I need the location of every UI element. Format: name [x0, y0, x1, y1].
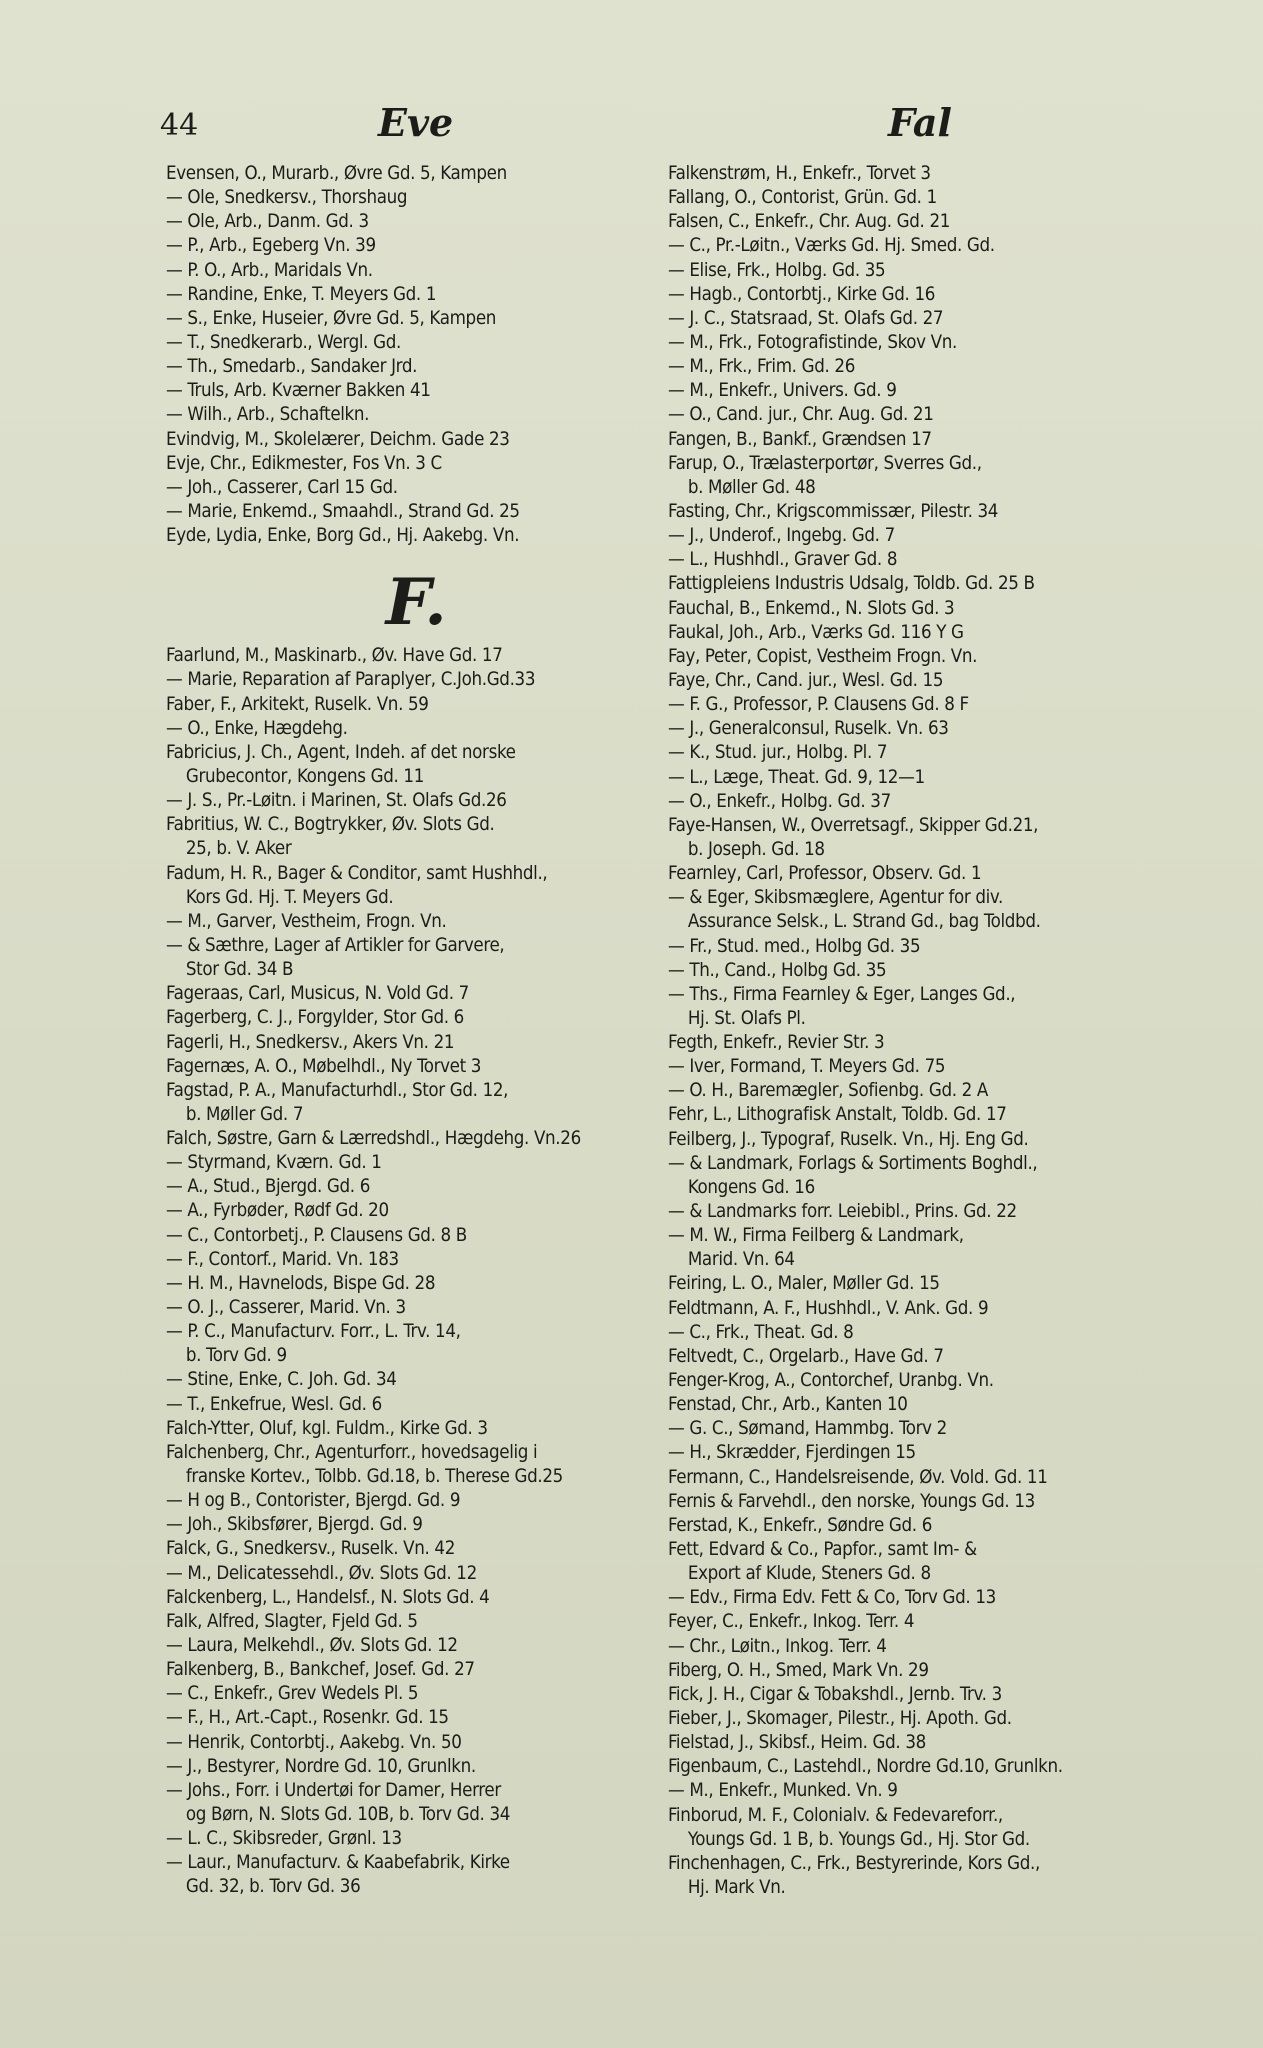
directory-entry-line: Fick, J. H., Cigar & Tobakshdl., Jernb. Trv. 3 [668, 1683, 1002, 1705]
right-entries [668, 162, 1168, 1900]
directory-entry-line: Youngs Gd. 1 B, b. Youngs Gd., Hj. Stor Gd. [668, 1828, 1030, 1850]
directory-entry-line: — M., Enkefr., Munked. Vn. 9 [668, 1780, 898, 1802]
directory-entry-line: Fallang, O., Contorist, Grün. Gd. 1 [668, 187, 937, 209]
directory-entry-line: Gd. 32, b. Torv Gd. 36 [166, 1876, 361, 1898]
directory-entry-line: — O., Enke, Hægdehg. [166, 717, 348, 739]
directory-entry-line: — M., Garver, Vestheim, Frogn. Vn. [166, 910, 447, 932]
directory-entry-line: Feltvedt, C., Orgelarb., Have Gd. 7 [668, 1345, 944, 1367]
directory-entry-line: — Truls, Arb. Kværner Bakken 41 [166, 380, 431, 402]
directory-entry-line: — Chr., Løitn., Inkog. Terr. 4 [668, 1635, 887, 1657]
left-running-head: Eve [378, 100, 454, 145]
directory-entry-line: — C., Frk., Theat. Gd. 8 [668, 1321, 854, 1343]
right-running-head: Fal [888, 100, 952, 145]
directory-entry-line: — Hagb., Contorbtj., Kirke Gd. 16 [668, 283, 936, 305]
directory-entry-line: — P. C., Manufacturv. Forr., L. Trv. 14, [166, 1321, 461, 1343]
directory-entry-line: — O., Cand. jur., Chr. Aug. Gd. 21 [668, 404, 934, 426]
directory-entry-line: — Randine, Enke, T. Meyers Gd. 1 [166, 283, 437, 305]
directory-entry-line: — O. J., Casserer, Marid. Vn. 3 [166, 1297, 406, 1319]
directory-entry-line: — F. G., Professor, P. Clausens Gd. 8 F [668, 694, 969, 716]
directory-entry-line: b. Joseph. Gd. 18 [668, 838, 825, 860]
directory-entry-line: Ferstad, K., Enkefr., Søndre Gd. 6 [668, 1514, 933, 1536]
directory-entry-line: Falckenberg, L., Handelsf., N. Slots Gd. 4 [166, 1586, 490, 1608]
directory-entry-line: — F., Contorf., Marid. Vn. 183 [166, 1248, 399, 1270]
directory-entry-line: Fattigpleiens Industris Udsalg, Toldb. Gd. 25 B [668, 573, 1035, 595]
directory-entry-line: Falkenberg, B., Bankchef, Josef. Gd. 27 [166, 1659, 475, 1681]
directory-entry-line: — M., Frk., Frim. Gd. 26 [668, 356, 855, 378]
directory-entry-line: — O., Enkefr., Holbg. Gd. 37 [668, 790, 891, 812]
directory-entry-line: — S., Enke, Huseier, Øvre Gd. 5, Kampen [166, 307, 497, 329]
left-entries-e [166, 162, 666, 548]
directory-entry-line: Fabritius, W. C., Bogtrykker, Øv. Slots Gd. [166, 814, 495, 836]
directory-entry-line: — L., Læge, Theat. Gd. 9, 12—1 [668, 766, 925, 788]
directory-entry-line: — & Eger, Skibsmæglere, Agentur for div. [668, 887, 1003, 909]
directory-entry-line: — P. O., Arb., Maridals Vn. [166, 259, 373, 281]
directory-entry-line: Hj. St. Olafs Pl. [668, 1007, 806, 1029]
directory-entry-line: — H. M., Havnelods, Bispe Gd. 28 [166, 1272, 436, 1294]
directory-entry-line: Fagstad, P. A., Manufacturhdl., Stor Gd. 12, [166, 1079, 509, 1101]
directory-entry-line: — Henrik, Contorbtj., Aakebg. Vn. 50 [166, 1731, 462, 1753]
directory-entry-line: — C., Pr.-Løitn., Værks Gd. Hj. Smed. Gd. [668, 235, 995, 257]
directory-entry-line: Fieber, J., Skomager, Pilestr., Hj. Apoth. Gd. [668, 1708, 1012, 1729]
directory-entry-line: Fielstad, J., Skibsf., Heim. Gd. 38 [668, 1732, 926, 1754]
directory-entry-line: 25, b. V. Aker [166, 838, 292, 860]
directory-entry-line: — G. C., Sømand, Hammbg. Torv 2 [668, 1418, 947, 1440]
directory-entry-line: — J., Bestyrer, Nordre Gd. 10, Grunlkn. [166, 1755, 476, 1777]
directory-entry-line: — Joh., Skibsfører, Bjergd. Gd. 9 [166, 1514, 423, 1536]
directory-entry-line: Fabricius, J. Ch., Agent, Indeh. af det norske [166, 741, 516, 763]
directory-entry-line: Falchenberg, Chr., Agenturforr., hovedsagelig i [166, 1441, 538, 1463]
directory-entry-line: — Ths., Firma Fearnley & Eger, Langes Gd., [668, 983, 1016, 1005]
directory-entry-line: Faye, Chr., Cand. jur., Wesl. Gd. 15 [668, 669, 944, 691]
directory-entry-line: — Johs., Forr. i Undertøi for Damer, Herrer [166, 1779, 501, 1801]
directory-entry-line: Falch-Ytter, Oluf, kgl. Fuldm., Kirke Gd. 3 [166, 1417, 488, 1439]
directory-entry-line: — Th., Smedarb., Sandaker Jrd. [166, 356, 418, 378]
directory-entry-line: — Iver, Formand, T. Meyers Gd. 75 [668, 1056, 946, 1078]
directory-entry-line: Fauchal, B., Enkemd., N. Slots Gd. 3 [668, 597, 955, 619]
directory-entry-line: — A., Stud., Bjergd. Gd. 6 [166, 1176, 371, 1198]
directory-entry-line: Faber, F., Arkitekt, Ruselk. Vn. 59 [166, 693, 429, 715]
directory-entry-line: Fay, Peter, Copist, Vestheim Frogn. Vn. [668, 645, 978, 667]
directory-entry-line: — M., Enkefr., Univers. Gd. 9 [668, 380, 897, 402]
directory-entry-line: — & Sæthre, Lager af Artikler for Garvere, [166, 934, 505, 956]
directory-entry-line: Fiberg, O. H., Smed, Mark Vn. 29 [668, 1659, 929, 1681]
directory-entry-line: Feyer, C., Enkefr., Inkog. Terr. 4 [668, 1611, 915, 1633]
directory-entry-line: Fagernæs, A. O., Møbelhdl., Ny Torvet 3 [166, 1055, 482, 1077]
directory-entry-line: Fagerberg, C. J., Forgylder, Stor Gd. 6 [166, 1007, 464, 1029]
directory-entry-line: — Elise, Frk., Holbg. Gd. 35 [668, 259, 886, 281]
directory-entry-line: — Laura, Melkehdl., Øv. Slots Gd. 12 [166, 1635, 458, 1657]
directory-entry-line: — T., Snedkerarb., Wergl. Gd. [166, 331, 401, 353]
directory-entry-line: Export af Klude, Steners Gd. 8 [668, 1563, 931, 1585]
directory-entry-line: Feiring, L. O., Maler, Møller Gd. 15 [668, 1273, 940, 1295]
directory-entry-line: — O. H., Baremægler, Sofienbg. Gd. 2 A [668, 1080, 988, 1102]
directory-entry-line: Kongens Gd. 16 [668, 1176, 815, 1198]
directory-entry-line: b. Torv Gd. 9 [166, 1345, 287, 1367]
left-entries-f [166, 644, 666, 1899]
directory-entry-line: Falch, Søstre, Garn & Lærredshdl., Hægdehg. Vn.26 [166, 1128, 581, 1150]
directory-entry-line: Stor Gd. 34 B [166, 959, 294, 981]
directory-entry-line: — J. S., Pr.-Løitn. i Marinen, St. Olafs Gd.26 [166, 790, 507, 812]
directory-entry-line: Fenstad, Chr., Arb., Kanten 10 [668, 1394, 908, 1416]
directory-entry-line: — M., Frk., Fotografistinde, Skov Vn. [668, 331, 957, 353]
directory-entry-line: — Joh., Casserer, Carl 15 Gd. [166, 476, 398, 498]
directory-entry-line: — A., Fyrbøder, Rødf Gd. 20 [166, 1200, 389, 1222]
directory-entry-line: Fagerli, H., Snedkersv., Akers Vn. 21 [166, 1031, 455, 1053]
directory-entry-line: Fageraas, Carl, Musicus, N. Vold Gd. 7 [166, 983, 469, 1005]
directory-entry-line: Fadum, H. R., Bager & Conditor, samt Hushhdl., [166, 862, 548, 884]
directory-entry-line: Finchenhagen, C., Frk., Bestyrerinde, Kors Gd., [668, 1852, 1040, 1874]
directory-entry-line: Falkenstrøm, H., Enkefr., Torvet 3 [668, 163, 931, 184]
directory-entry-line: — J. C., Statsraad, St. Olafs Gd. 27 [668, 307, 944, 329]
directory-entry-line: — P., Arb., Egeberg Vn. 39 [166, 235, 376, 257]
directory-entry-line: — L. C., Skibsreder, Grønl. 13 [166, 1828, 402, 1850]
directory-entry-line: Falsen, C., Enkefr., Chr. Aug. Gd. 21 [668, 211, 951, 233]
directory-entry-line: Fermann, C., Handelsreisende, Øv. Vold. Gd. 11 [668, 1466, 1048, 1488]
directory-entry-line: Hj. Mark Vn. [668, 1876, 786, 1898]
directory-entry-line: — Edv., Firma Edv. Fett & Co, Torv Gd. 13 [668, 1587, 996, 1609]
directory-entry-line: Falck, G., Snedkersv., Ruselk. Vn. 42 [166, 1538, 456, 1560]
directory-entry-line: Fenger-Krog, A., Contorchef, Uranbg. Vn. [668, 1370, 994, 1392]
directory-entry-line: Figenbaum, C., Lastehdl., Nordre Gd.10, Grunlkn. [668, 1756, 1063, 1778]
directory-entry-line: Fasting, Chr., Krigscommissær, Pilestr. 34 [668, 500, 999, 522]
directory-entry-line: — Ole, Arb., Danm. Gd. 3 [166, 211, 369, 233]
section-letter: F. [385, 565, 447, 641]
directory-entry-line: Faarlund, M., Maskinarb., Øv. Have Gd. 17 [166, 645, 503, 667]
directory-entry-line: Fangen, B., Bankf., Grændsen 17 [668, 428, 932, 450]
directory-entry-line: og Børn, N. Slots Gd. 10B, b. Torv Gd. 34 [166, 1804, 511, 1825]
directory-entry-line: — Marie, Reparation af Paraplyer, C.Joh.Gd.33 [166, 669, 536, 691]
directory-entry-line: — F., H., Art.-Capt., Rosenkr. Gd. 15 [166, 1707, 449, 1729]
directory-entry-line: — H., Skrædder, Fjerdingen 15 [668, 1442, 916, 1464]
directory-entry-line: Fernis & Farvehdl., den norske, Youngs Gd. 13 [668, 1490, 1035, 1512]
directory-entry-line: — K., Stud. jur., Holbg. Pl. 7 [668, 742, 888, 764]
right-column [668, 162, 1168, 1900]
directory-entry-line: — Styrmand, Kværn. Gd. 1 [166, 1152, 382, 1174]
directory-entry-line: — Ole, Snedkersv., Thorshaug [166, 187, 408, 209]
directory-entry-line: Evensen, O., Murarb., Øvre Gd. 5, Kampen [166, 163, 507, 184]
directory-entry-line: Faukal, Joh., Arb., Værks Gd. 116 Y G [668, 621, 964, 643]
directory-entry-line: — Wilh., Arb., Schaftelkn. [166, 404, 370, 426]
directory-entry-line: Faye-Hansen, W., Overretsagf., Skipper Gd.21, [668, 814, 1039, 836]
directory-entry-line: Evindvig, M., Skolelærer, Deichm. Gade 23 [166, 428, 510, 450]
directory-entry-line: b. Møller Gd. 7 [166, 1103, 304, 1125]
directory-entry-line: — T., Enkefrue, Wesl. Gd. 6 [166, 1393, 382, 1415]
directory-entry-line: — Fr., Stud. med., Holbg Gd. 35 [668, 935, 921, 957]
directory-entry-line: Grubecontor, Kongens Gd. 11 [166, 765, 424, 787]
directory-entry-line: Fehr, L., Lithografisk Anstalt, Toldb. Gd. 17 [668, 1104, 1007, 1126]
directory-entry-line: — C., Enkefr., Grev Wedels Pl. 5 [166, 1683, 419, 1705]
directory-entry-line: Marid. Vn. 64 [668, 1249, 795, 1271]
directory-entry-line: Fegth, Enkefr., Revier Str. 3 [668, 1032, 885, 1054]
directory-entry-line: — L., Hushhdl., Graver Gd. 8 [668, 549, 898, 571]
directory-entry-line: Feilberg, J., Typograf, Ruselk. Vn., Hj. Eng Gd. [668, 1128, 1029, 1150]
directory-entry-line: — H og B., Contorister, Bjergd. Gd. 9 [166, 1490, 461, 1512]
directory-entry-line: Fett, Edvard & Co., Papfor., samt Im- & [668, 1539, 977, 1561]
page-number: 44 [160, 108, 199, 143]
directory-entry-line: Evje, Chr., Edikmester, Fos Vn. 3 C [166, 452, 442, 474]
directory-entry-line: — M., Delicatessehdl., Øv. Slots Gd. 12 [166, 1562, 477, 1584]
directory-entry-line: Feldtmann, A. F., Hushhdl., V. Ank. Gd. 9 [668, 1297, 989, 1319]
directory-entry-line: Finborud, M. F., Colonialv. & Fedevareforr., [668, 1804, 1003, 1826]
directory-entry-line: — M. W., Firma Feilberg & Landmark, [668, 1225, 964, 1247]
directory-entry-line: Kors Gd. Hj. T. Meyers Gd. [166, 886, 394, 908]
directory-entry-line: — J., Generalconsul, Ruselk. Vn. 63 [668, 718, 949, 740]
left-column [166, 162, 666, 1900]
directory-entry-line: — J., Underof., Ingebg. Gd. 7 [668, 525, 895, 547]
directory-entry-line: — Th., Cand., Holbg Gd. 35 [668, 959, 887, 981]
directory-entry-line: Falk, Alfred, Slagter, Fjeld Gd. 5 [166, 1610, 418, 1632]
directory-entry-line: b. Møller Gd. 48 [668, 476, 816, 498]
directory-entry-line: — Marie, Enkemd., Smaahdl., Strand Gd. 25 [166, 500, 520, 522]
directory-entry-line: franske Kortev., Tolbb. Gd.18, b. Therese Gd.25 [166, 1466, 563, 1488]
directory-entry-line: Eyde, Lydia, Enke, Borg Gd., Hj. Aakebg. Vn. [166, 525, 520, 547]
page-header [160, 100, 1160, 150]
directory-entry-line: Fearnley, Carl, Professor, Observ. Gd. 1 [668, 863, 982, 885]
directory-entry-line: — & Landmark, Forlags & Sortiments Boghdl., [668, 1152, 1038, 1174]
directory-entry-line: — & Landmarks forr. Leiebibl., Prins. Gd. 22 [668, 1201, 1017, 1223]
directory-entry-line: — Stine, Enke, C. Joh. Gd. 34 [166, 1369, 397, 1391]
directory-entry-line: — C., Contorbetj., P. Clausens Gd. 8 B [166, 1224, 467, 1246]
directory-entry-line: — Laur., Manufacturv. & Kaabefabrik, Kirke [166, 1852, 510, 1874]
directory-entry-line: Assurance Selsk., L. Strand Gd., bag Toldbd. [668, 911, 1041, 933]
directory-entry-line: Farup, O., Trælasterportør, Sverres Gd., [668, 452, 982, 474]
